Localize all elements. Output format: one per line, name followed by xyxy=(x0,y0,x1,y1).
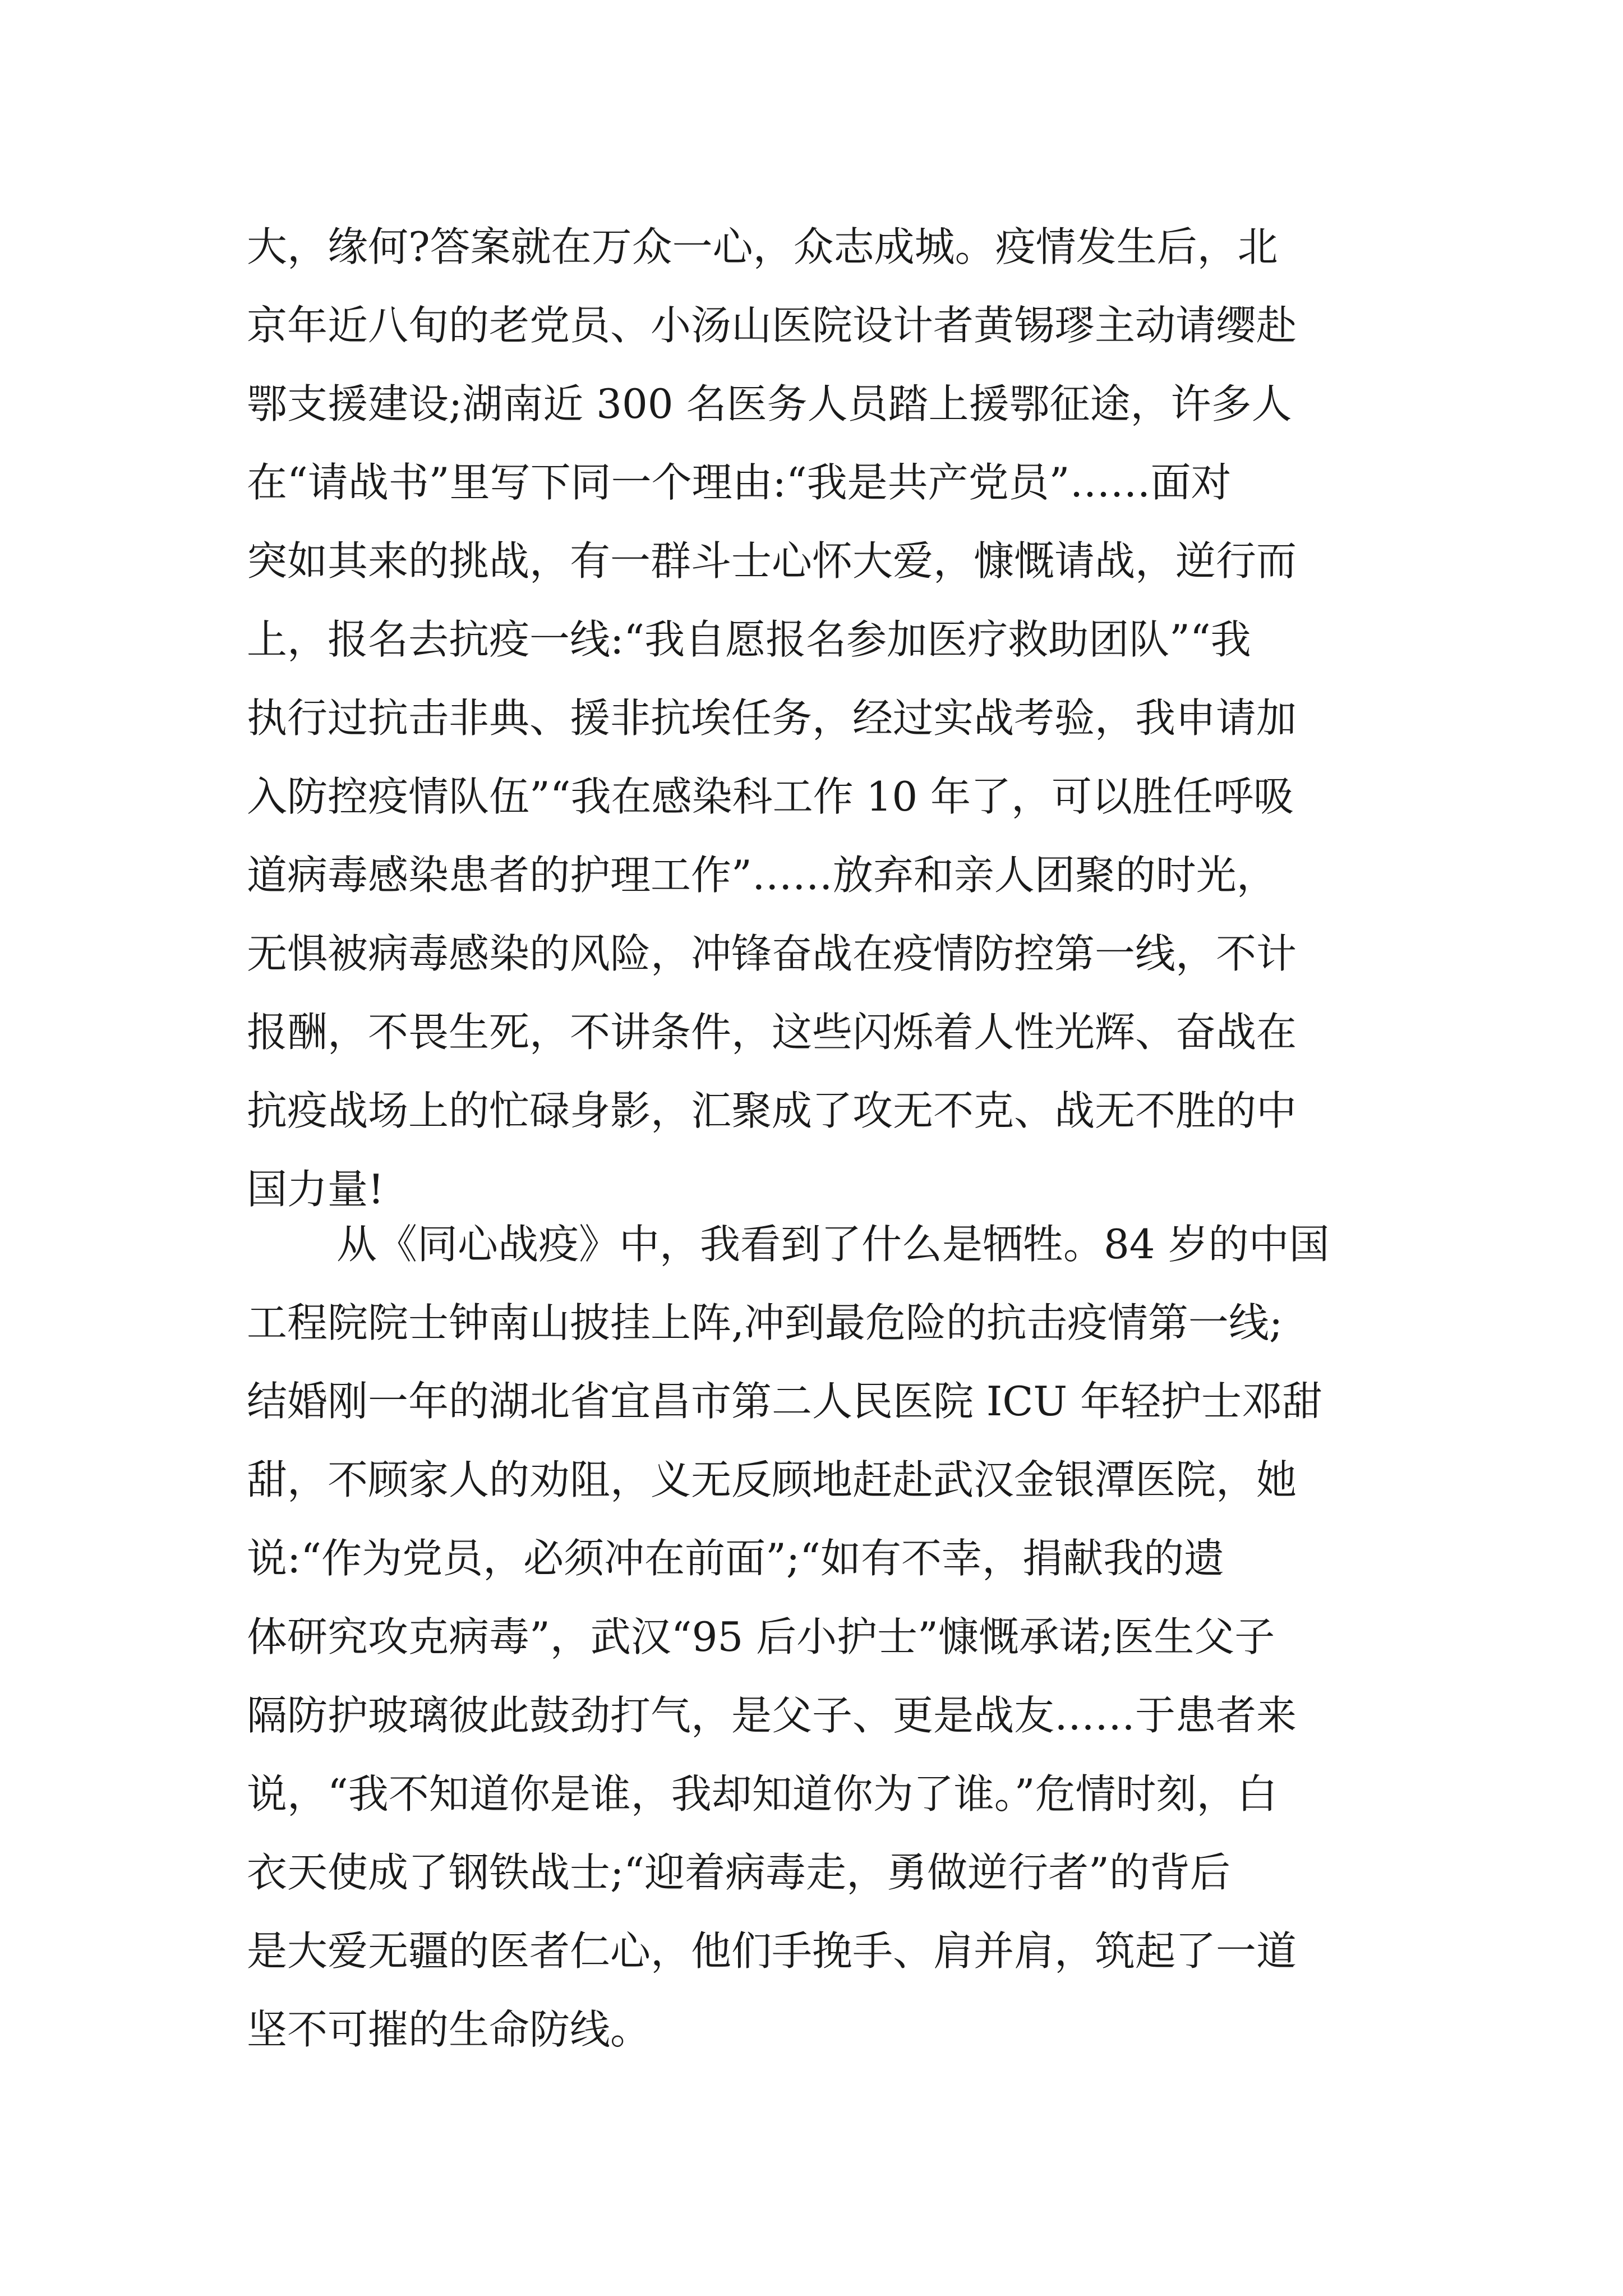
text-line: 执行过抗击非典、援非抗埃任务，经过实战考验，我申请加 xyxy=(247,694,1297,742)
text-line: 上，报名去抗疫一线:“我自愿报名参加医疗救助团队”“我 xyxy=(247,616,1251,663)
text-line: 结婚刚一年的湖北省宜昌市第二人民医院 ICU 年轻护士邓甜 xyxy=(247,1378,1322,1425)
text-line: 工程院院士钟南山披挂上阵,冲到最危险的抗击疫情第一线; xyxy=(247,1299,1283,1346)
text-line: 衣天使成了钢铁战士;“迎着病毒走，勇做逆行者”的背后 xyxy=(247,1849,1230,1896)
text-line: 说，“我不知道你是谁，我却知道你为了谁。”危情时刻，白 xyxy=(247,1770,1278,1818)
text-line: 京年近八旬的老党员、小汤山医院设计者黄锡璆主动请缨赴 xyxy=(247,302,1297,349)
text-line: 甜，不顾家人的劝阻，义无反顾地赶赴武汉金银潭医院，她 xyxy=(247,1456,1297,1503)
text-line: 入防控疫情队伍”“我在感染科工作 10 年了，可以胜任呼吸 xyxy=(247,773,1294,820)
paragraph-2 xyxy=(247,1205,1330,2069)
text-line: 在“请战书”里写下同一个理由:“我是共产党员”……面对 xyxy=(247,459,1232,506)
text-line: 报酬，不畏生死，不讲条件，这些闪烁着人性光辉、奋战在 xyxy=(247,1009,1297,1056)
text-line: 说:“作为党员，必须冲在前面”;“如有不幸，捐献我的遗 xyxy=(247,1535,1224,1582)
text-line: 体研究攻克病毒”，武汉“95 后小护士”慷慨承诺;医生父子 xyxy=(247,1613,1275,1660)
text-line: 坚不可摧的生命防线。 xyxy=(247,2006,651,2053)
text-line: 隔防护玻璃彼此鼓劲打气，是父子、更是战友……于患者来 xyxy=(247,1692,1297,1739)
text-line: 国力量! xyxy=(247,1166,384,1213)
text-line: 道病毒感染患者的护理工作”……放弃和亲人团聚的时光， xyxy=(247,852,1277,899)
text-line: 是大爱无疆的医者仁心，他们手挽手、肩并肩，筑起了一道 xyxy=(247,1927,1297,1975)
text-line: 突如其来的挑战，有一群斗士心怀大爱，慷慨请战，逆行而 xyxy=(247,537,1297,585)
paragraph-1 xyxy=(247,208,1297,1228)
text-line: 无惧被病毒感染的风险，冲锋奋战在疫情防控第一线，不计 xyxy=(247,930,1297,977)
text-line: 鄂支援建设;湖南近 300 名医务人员踏上援鄂征途，许多人 xyxy=(247,380,1292,427)
text-line: 大，缘何?答案就在万众一心，众志成城。疫情发生后，北 xyxy=(247,223,1278,270)
text-line: 抗疫战场上的忙碌身影，汇聚成了攻无不克、战无不胜的中 xyxy=(247,1087,1297,1134)
text-line-first: 从《同心战疫》中，我看到了什么是牺牲。84 岁的中国 xyxy=(336,1221,1330,1268)
